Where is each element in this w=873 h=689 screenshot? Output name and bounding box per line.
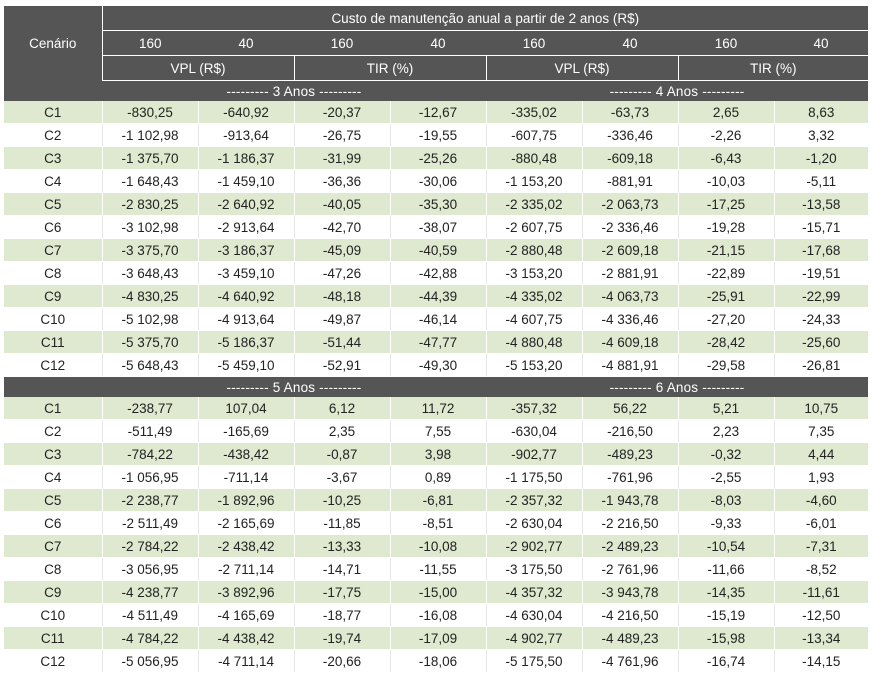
value-cell: -913,64	[198, 124, 294, 147]
value-cell: -4,60	[774, 489, 868, 512]
value-cell: 2,35	[294, 420, 390, 443]
value-cell: -3 186,37	[198, 239, 294, 262]
value-cell: -640,92	[198, 101, 294, 124]
value-cell: 107,04	[198, 397, 294, 420]
header-cost: 40	[390, 31, 486, 56]
value-cell: -1 943,78	[582, 489, 678, 512]
value-cell: -6,01	[774, 512, 868, 535]
scenario-cell: C9	[4, 581, 102, 604]
value-cell: -17,75	[294, 581, 390, 604]
value-cell: -165,69	[198, 420, 294, 443]
value-cell: -30,06	[390, 170, 486, 193]
value-cell: -52,91	[294, 354, 390, 377]
value-cell: -18,06	[390, 650, 486, 673]
scenario-cell: C8	[4, 558, 102, 581]
value-cell: -12,67	[390, 101, 486, 124]
value-cell: -902,77	[486, 443, 582, 466]
value-cell: -13,34	[774, 627, 868, 650]
value-cell: -6,81	[390, 489, 486, 512]
scenario-cell: C3	[4, 147, 102, 170]
value-cell: 7,55	[390, 420, 486, 443]
header-title: Custo de manutenção anual a partir de 2 anos (R$)	[102, 6, 868, 31]
header-metric-vpl: VPL (R$)	[486, 56, 678, 81]
header-cost: 40	[198, 31, 294, 56]
header-cost: 160	[294, 31, 390, 56]
scenario-cell: C7	[4, 239, 102, 262]
value-cell: -40,05	[294, 193, 390, 216]
value-cell: -11,66	[678, 558, 774, 581]
header-cost: 40	[582, 31, 678, 56]
table-row	[4, 443, 868, 466]
table-row	[4, 512, 868, 535]
value-cell: 56,22	[582, 397, 678, 420]
value-cell: 11,72	[390, 397, 486, 420]
value-cell: -1 056,95	[102, 466, 198, 489]
scenario-cell: C2	[4, 124, 102, 147]
value-cell: -40,59	[390, 239, 486, 262]
header-cost: 160	[102, 31, 198, 56]
value-cell: -19,55	[390, 124, 486, 147]
value-cell: -4 880,48	[486, 331, 582, 354]
value-cell: -25,60	[774, 331, 868, 354]
value-cell: -2 880,48	[486, 239, 582, 262]
scenario-cell: C9	[4, 285, 102, 308]
value-cell: 4,44	[774, 443, 868, 466]
value-cell: -49,30	[390, 354, 486, 377]
value-cell: -4 607,75	[486, 308, 582, 331]
value-cell: -10,54	[678, 535, 774, 558]
value-cell: -25,91	[678, 285, 774, 308]
value-cell: 5,21	[678, 397, 774, 420]
value-cell: -17,09	[390, 627, 486, 650]
header-cost: 160	[486, 31, 582, 56]
value-cell: -2 238,77	[102, 489, 198, 512]
value-cell: -14,71	[294, 558, 390, 581]
value-cell: -3 892,96	[198, 581, 294, 604]
value-cell: -47,26	[294, 262, 390, 285]
value-cell: -4 630,04	[486, 604, 582, 627]
value-cell: -4 761,96	[582, 650, 678, 673]
value-cell: -4 489,23	[582, 627, 678, 650]
header-cost: 160	[678, 31, 774, 56]
value-cell: -26,81	[774, 354, 868, 377]
value-cell: -2 902,77	[486, 535, 582, 558]
header-metric-tir: TIR (%)	[294, 56, 486, 81]
value-cell: -48,18	[294, 285, 390, 308]
table-row	[4, 466, 868, 489]
table-row	[4, 581, 868, 604]
value-cell: -1,20	[774, 147, 868, 170]
value-cell: -15,19	[678, 604, 774, 627]
value-cell: -2 640,92	[198, 193, 294, 216]
value-cell: -4 881,91	[582, 354, 678, 377]
value-cell: -4 216,50	[582, 604, 678, 627]
value-cell: -9,33	[678, 512, 774, 535]
header-metric-vpl: VPL (R$)	[102, 56, 294, 81]
value-cell: -216,50	[582, 420, 678, 443]
value-cell: -0,32	[678, 443, 774, 466]
value-cell: -8,51	[390, 512, 486, 535]
scenario-cell: C10	[4, 604, 102, 627]
scenario-cell: C1	[4, 101, 102, 124]
table-row	[4, 489, 868, 512]
value-cell: -3 375,70	[102, 239, 198, 262]
value-cell: -2 438,42	[198, 535, 294, 558]
value-cell: -15,98	[678, 627, 774, 650]
scenario-cell: C11	[4, 627, 102, 650]
value-cell: -25,26	[390, 147, 486, 170]
value-cell: -5 175,50	[486, 650, 582, 673]
value-cell: -22,99	[774, 285, 868, 308]
value-cell: -20,37	[294, 101, 390, 124]
value-cell: -45,09	[294, 239, 390, 262]
value-cell: -438,42	[198, 443, 294, 466]
value-cell: -29,58	[678, 354, 774, 377]
value-cell: -36,36	[294, 170, 390, 193]
scenario-cell: C6	[4, 216, 102, 239]
scenario-cell: C3	[4, 443, 102, 466]
header-metric-tir: TIR (%)	[678, 56, 868, 81]
table-row	[4, 650, 868, 673]
value-cell: -880,48	[486, 147, 582, 170]
value-cell: -3,67	[294, 466, 390, 489]
value-cell: -2 357,32	[486, 489, 582, 512]
section-blank	[4, 377, 102, 398]
table-row	[4, 420, 868, 443]
value-cell: -489,23	[582, 443, 678, 466]
value-cell: -13,33	[294, 535, 390, 558]
value-cell: -5,11	[774, 170, 868, 193]
value-cell: -4 609,18	[582, 331, 678, 354]
value-cell: -607,75	[486, 124, 582, 147]
value-cell: -28,42	[678, 331, 774, 354]
table-row	[4, 604, 868, 627]
value-cell: -761,96	[582, 466, 678, 489]
value-cell: 0,89	[390, 466, 486, 489]
section-blank	[4, 81, 102, 102]
value-cell: -1 375,70	[102, 147, 198, 170]
value-cell: 8,63	[774, 101, 868, 124]
value-cell: -784,22	[102, 443, 198, 466]
value-cell: -2 784,22	[102, 535, 198, 558]
value-cell: -5 186,37	[198, 331, 294, 354]
value-cell: -4 336,46	[582, 308, 678, 331]
scenario-cell: C11	[4, 331, 102, 354]
value-cell: -7,31	[774, 535, 868, 558]
table-row	[4, 193, 868, 216]
value-cell: -22,89	[678, 262, 774, 285]
value-cell: -4 902,77	[486, 627, 582, 650]
value-cell: -336,46	[582, 124, 678, 147]
value-cell: -335,02	[486, 101, 582, 124]
value-cell: -6,43	[678, 147, 774, 170]
value-cell: -49,87	[294, 308, 390, 331]
value-cell: -15,71	[774, 216, 868, 239]
value-cell: -15,00	[390, 581, 486, 604]
section-row	[4, 81, 868, 102]
value-cell: -1 648,43	[102, 170, 198, 193]
value-cell: -0,87	[294, 443, 390, 466]
value-cell: -2 489,23	[582, 535, 678, 558]
value-cell: -51,44	[294, 331, 390, 354]
value-cell: -2 881,91	[582, 262, 678, 285]
table-row	[4, 331, 868, 354]
value-cell: -5 375,70	[102, 331, 198, 354]
value-cell: 6,12	[294, 397, 390, 420]
table-row	[4, 397, 868, 420]
section-label-left: --------- 3 Anos ---------	[102, 81, 486, 102]
value-cell: -27,20	[678, 308, 774, 331]
value-cell: -4 335,02	[486, 285, 582, 308]
section-label-right: --------- 4 Anos ---------	[486, 81, 868, 102]
value-cell: -17,68	[774, 239, 868, 262]
value-cell: -8,52	[774, 558, 868, 581]
value-cell: -10,08	[390, 535, 486, 558]
value-cell: -711,14	[198, 466, 294, 489]
results-table	[4, 6, 868, 673]
value-cell: -2 830,25	[102, 193, 198, 216]
value-cell: -2 511,49	[102, 512, 198, 535]
value-cell: -2 165,69	[198, 512, 294, 535]
value-cell: -21,15	[678, 239, 774, 262]
value-cell: -10,03	[678, 170, 774, 193]
value-cell: -47,77	[390, 331, 486, 354]
value-cell: -2 609,18	[582, 239, 678, 262]
value-cell: -10,25	[294, 489, 390, 512]
value-cell: -3 459,10	[198, 262, 294, 285]
scenario-cell: C6	[4, 512, 102, 535]
value-cell: -16,74	[678, 650, 774, 673]
value-cell: -1 459,10	[198, 170, 294, 193]
value-cell: -35,30	[390, 193, 486, 216]
section-label-right: --------- 6 Anos ---------	[486, 377, 868, 398]
value-cell: -2,55	[678, 466, 774, 489]
header-cost: 40	[774, 31, 868, 56]
value-cell: -14,35	[678, 581, 774, 604]
value-cell: -19,28	[678, 216, 774, 239]
value-cell: -2 216,50	[582, 512, 678, 535]
value-cell: -2 607,75	[486, 216, 582, 239]
value-cell: -2 630,04	[486, 512, 582, 535]
value-cell: -3 648,43	[102, 262, 198, 285]
value-cell: -42,70	[294, 216, 390, 239]
value-cell: 2,23	[678, 420, 774, 443]
section-row	[4, 377, 868, 398]
value-cell: -2,26	[678, 124, 774, 147]
value-cell: -2 711,14	[198, 558, 294, 581]
scenario-cell: C8	[4, 262, 102, 285]
value-cell: -11,85	[294, 512, 390, 535]
scenario-cell: C10	[4, 308, 102, 331]
value-cell: -4 784,22	[102, 627, 198, 650]
table-row	[4, 558, 868, 581]
value-cell: -1 153,20	[486, 170, 582, 193]
value-cell: -3 943,78	[582, 581, 678, 604]
value-cell: -8,03	[678, 489, 774, 512]
scenario-cell: C7	[4, 535, 102, 558]
value-cell: -18,77	[294, 604, 390, 627]
value-cell: -24,33	[774, 308, 868, 331]
value-cell: -3 102,98	[102, 216, 198, 239]
table-row	[4, 147, 868, 170]
value-cell: -238,77	[102, 397, 198, 420]
value-cell: -63,73	[582, 101, 678, 124]
value-cell: -4 711,14	[198, 650, 294, 673]
scenario-cell: C1	[4, 397, 102, 420]
value-cell: -609,18	[582, 147, 678, 170]
value-cell: -3 175,50	[486, 558, 582, 581]
table-row	[4, 124, 868, 147]
value-cell: -4 438,42	[198, 627, 294, 650]
value-cell: -1 175,50	[486, 466, 582, 489]
value-cell: 1,93	[774, 466, 868, 489]
value-cell: -1 892,96	[198, 489, 294, 512]
value-cell: -4 063,73	[582, 285, 678, 308]
table-row	[4, 354, 868, 377]
header-row-title	[4, 6, 868, 31]
value-cell: -2 063,73	[582, 193, 678, 216]
value-cell: -357,32	[486, 397, 582, 420]
value-cell: -2 336,46	[582, 216, 678, 239]
value-cell: -5 153,20	[486, 354, 582, 377]
value-cell: -1 102,98	[102, 124, 198, 147]
value-cell: -44,39	[390, 285, 486, 308]
value-cell: -19,74	[294, 627, 390, 650]
value-cell: -4 913,64	[198, 308, 294, 331]
value-cell: 2,65	[678, 101, 774, 124]
value-cell: 3,32	[774, 124, 868, 147]
scenario-cell: C5	[4, 489, 102, 512]
value-cell: -511,49	[102, 420, 198, 443]
scenario-cell: C4	[4, 466, 102, 489]
value-cell: -5 648,43	[102, 354, 198, 377]
value-cell: -38,07	[390, 216, 486, 239]
value-cell: -4 238,77	[102, 581, 198, 604]
value-cell: 10,75	[774, 397, 868, 420]
scenario-cell: C5	[4, 193, 102, 216]
value-cell: -20,66	[294, 650, 390, 673]
value-cell: -830,25	[102, 101, 198, 124]
table-row	[4, 308, 868, 331]
header-cenario: Cenário	[4, 6, 102, 81]
header-row-metrics	[4, 56, 868, 81]
table-row	[4, 101, 868, 124]
value-cell: -11,61	[774, 581, 868, 604]
header-row-costs	[4, 31, 868, 56]
table-row	[4, 170, 868, 193]
table-row	[4, 262, 868, 285]
value-cell: 3,98	[390, 443, 486, 466]
value-cell: -5 459,10	[198, 354, 294, 377]
scenario-cell: C2	[4, 420, 102, 443]
value-cell: -2 913,64	[198, 216, 294, 239]
value-cell: -3 153,20	[486, 262, 582, 285]
value-cell: -4 511,49	[102, 604, 198, 627]
scenario-cell: C12	[4, 354, 102, 377]
value-cell: -5 102,98	[102, 308, 198, 331]
table-row	[4, 239, 868, 262]
value-cell: -42,88	[390, 262, 486, 285]
table-row	[4, 216, 868, 239]
value-cell: -13,58	[774, 193, 868, 216]
value-cell: -14,15	[774, 650, 868, 673]
section-label-left: --------- 5 Anos ---------	[102, 377, 486, 398]
value-cell: -4 830,25	[102, 285, 198, 308]
value-cell: -31,99	[294, 147, 390, 170]
value-cell: -2 761,96	[582, 558, 678, 581]
value-cell: -16,08	[390, 604, 486, 627]
value-cell: -4 165,69	[198, 604, 294, 627]
value-cell: -17,25	[678, 193, 774, 216]
scenario-cell: C12	[4, 650, 102, 673]
value-cell: -19,51	[774, 262, 868, 285]
value-cell: -4 357,32	[486, 581, 582, 604]
value-cell: -26,75	[294, 124, 390, 147]
value-cell: -12,50	[774, 604, 868, 627]
value-cell: -4 640,92	[198, 285, 294, 308]
value-cell: -630,04	[486, 420, 582, 443]
value-cell: -5 056,95	[102, 650, 198, 673]
scenario-cell: C4	[4, 170, 102, 193]
value-cell: -3 056,95	[102, 558, 198, 581]
value-cell: -1 186,37	[198, 147, 294, 170]
table-row	[4, 285, 868, 308]
value-cell: 7,35	[774, 420, 868, 443]
table-row	[4, 535, 868, 558]
value-cell: -2 335,02	[486, 193, 582, 216]
value-cell: -11,55	[390, 558, 486, 581]
table-row	[4, 627, 868, 650]
value-cell: -46,14	[390, 308, 486, 331]
value-cell: -881,91	[582, 170, 678, 193]
